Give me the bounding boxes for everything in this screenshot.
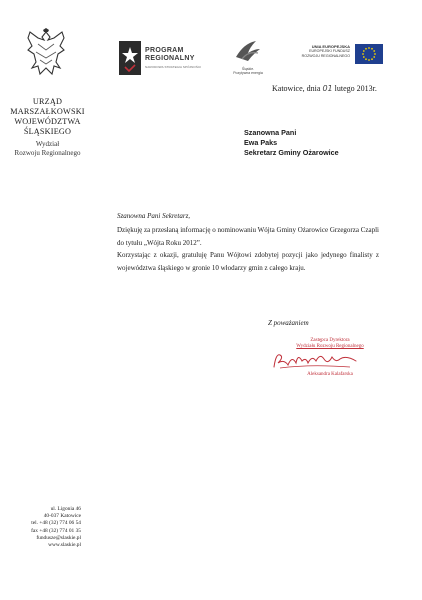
place-date: Katowice, dnia 01 lutego 2013r.	[272, 84, 377, 93]
program-mark-icon	[119, 41, 141, 75]
paragraph-2: Korzystając z okazji, gratuluję Panu Wójtowi zdobytej pozycji jako jedynego finalisty z województwa śląskiego w gronie 10 włodarzy gmin z całego kraju.	[117, 251, 379, 272]
eu-flag-icon	[355, 44, 383, 64]
closing: Z poważaniem	[268, 319, 309, 327]
program-regionalny-logo: PROGRAM REGIONALNY NARODOWA STRATEGIA SPÓJNOŚCI	[119, 41, 215, 77]
office-name: URZĄD MARSZAŁKOWSKI WOJEWÓDZTWA ŚLĄSKIEGO	[10, 97, 85, 136]
date-day-handwritten: 01	[322, 84, 333, 93]
department-name: Wydział Rozwoju Regionalnego	[14, 140, 81, 157]
letter-body	[117, 224, 379, 274]
eu-fund-label: UNIA EUROPEJSKA EUROPEJSKI FUNDUSZ ROZWOJU REGIONALNEGO	[301, 44, 350, 58]
slaskie-wave-icon	[226, 37, 270, 67]
handwritten-signature	[270, 347, 362, 373]
paragraph-1: Dziękuję za przesłaną informację o nominowaniu Wójta Gminy Ożarowice Grzegorza Czapli do tytułu „Wójta Roku 2012”.	[117, 226, 379, 247]
slaskie-logo: Śląskie. Pozytywna energia	[226, 37, 270, 79]
signatory-title-stamp: Zastępca Dyrektora Wydziału Rozwoju Regionalnego	[296, 338, 364, 350]
signatory-name-stamp: Aleksandra Kalafarska	[307, 372, 353, 377]
footer-website-link: www.slaskie.pl	[48, 542, 81, 549]
eagle-emblem-icon	[24, 28, 68, 80]
footer-contact: ul. Ligonia 46 40-037 Katowice tel. +48 (32) 774 06 54 fax +48 (32) 774 01 35 fundusze@slaskie.pl www.slaskie.pl	[5, 506, 81, 549]
footer-email-link: fundusze@slaskie.pl	[36, 534, 81, 541]
recipient-block: Szanowna Pani Ewa Paks Sekretarz Gminy Ożarowice	[244, 128, 339, 157]
salutation: Szanowna Pani Sekretarz,	[117, 212, 191, 220]
